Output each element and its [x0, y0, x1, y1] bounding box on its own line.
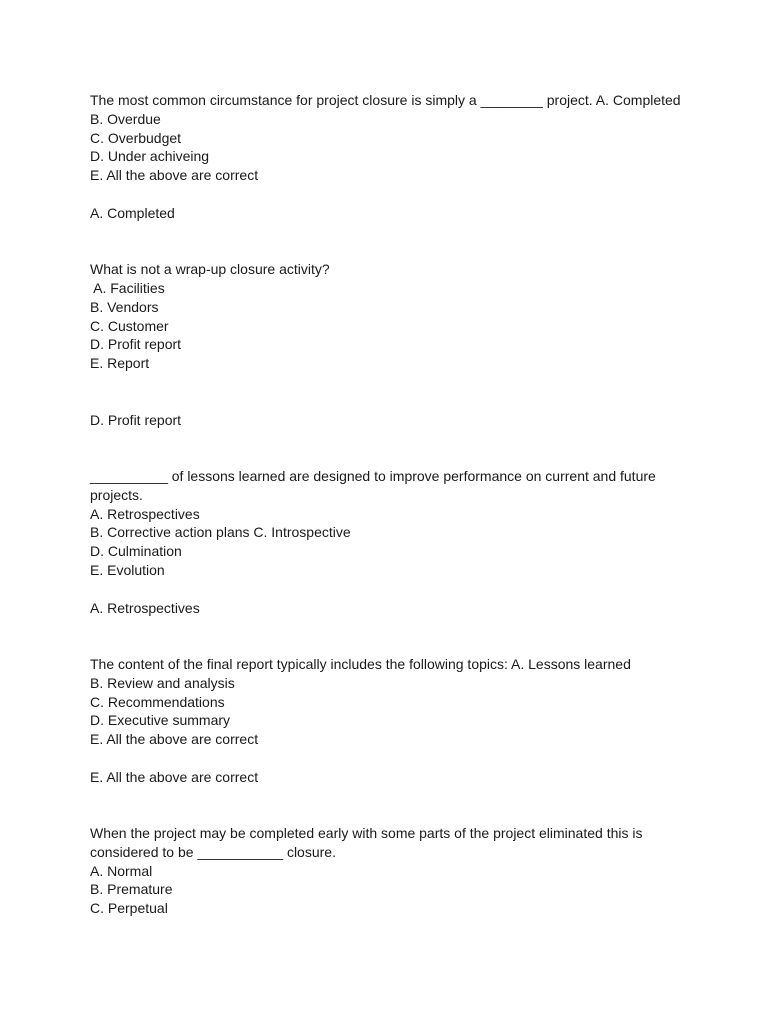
blank-line [90, 448, 690, 467]
blank-line [90, 429, 690, 448]
question-2-option-d: D. Profit report [90, 336, 182, 353]
question-5-option-a: A. Normal [90, 862, 153, 879]
question-3-option-a: A. Retrospectives [90, 505, 200, 522]
question-3-text-continued: projects. [90, 486, 143, 503]
blank-line [90, 580, 690, 599]
question-2-option-c: C. Customer [90, 317, 169, 334]
blank-line [90, 392, 690, 411]
document-page [90, 91, 690, 918]
question-4-option-b: B. Review and analysis [90, 674, 235, 691]
question-1-option-d: D. Under achiveing [90, 148, 210, 165]
question-5-option-b: B. Premature [90, 881, 173, 898]
question-2-option-e: E. Report [90, 355, 150, 372]
question-4-option-e: E. All the above are correct [90, 731, 259, 748]
question-1-option-e: E. All the above are correct [90, 167, 259, 184]
question-2-answer: D. Profit report [90, 411, 182, 428]
blank-line [90, 749, 690, 768]
question-2-option-a: A. Facilities [90, 279, 165, 296]
question-1-option-c: C. Overbudget [90, 129, 182, 146]
question-3-answer: A. Retrospectives [90, 599, 200, 616]
question-2-option-b: B. Vendors [90, 298, 159, 315]
question-3-text: __________ of lessons learned are designed to improve performance on current and future [90, 467, 656, 484]
blank-line [90, 185, 690, 204]
blank-line [90, 786, 690, 805]
question-1-answer: A. Completed [90, 204, 175, 221]
question-3-option-e: E. Evolution [90, 561, 165, 578]
question-4-text: The content of the final report typically includes the following topics: A. Lessons learned [90, 655, 631, 672]
question-5-text: When the project may be completed early with some parts of the project eliminated this is [90, 825, 643, 842]
question-2-text: What is not a wrap-up closure activity? [90, 261, 330, 278]
blank-line [90, 617, 690, 636]
question-5-text-continued: considered to be ___________ closure. [90, 843, 336, 860]
blank-line [90, 805, 690, 824]
blank-line [90, 223, 690, 242]
blank-line [90, 373, 690, 392]
question-1-option-b: B. Overdue [90, 110, 161, 127]
question-4-option-c: C. Recommendations [90, 693, 225, 710]
question-5-option-c: C. Perpetual [90, 900, 168, 917]
blank-line [90, 241, 690, 260]
blank-line [90, 636, 690, 655]
question-4-option-d: D. Executive summary [90, 712, 231, 729]
question-3-option-d: D. Culmination [90, 543, 182, 560]
question-4-answer: E. All the above are correct [90, 768, 259, 785]
question-3-option-b: B. Corrective action plans C. Introspective [90, 524, 351, 541]
question-1-text: The most common circumstance for project closure is simply a ________ project. A. Completed [90, 92, 681, 108]
